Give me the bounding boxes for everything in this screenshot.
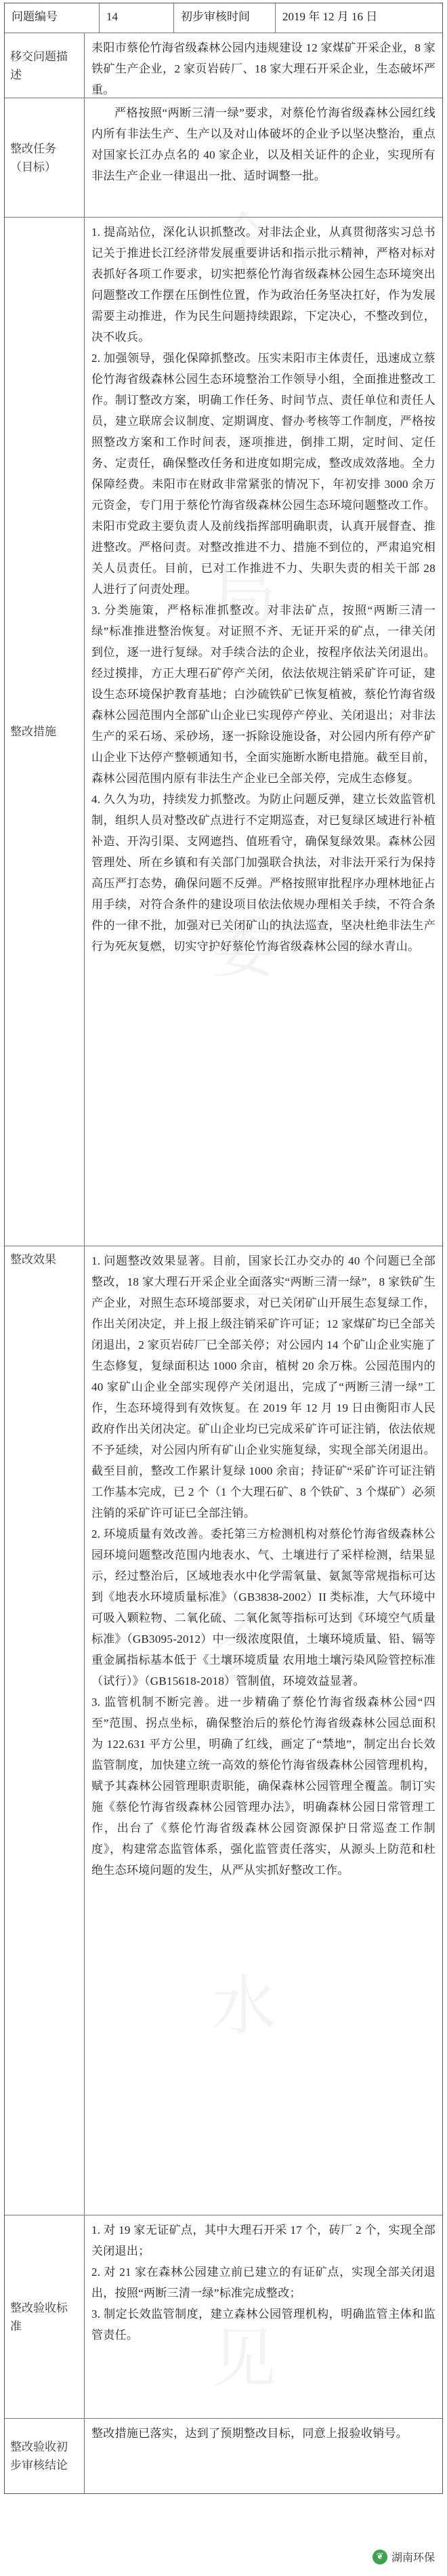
leaf-icon: ❦: [372, 2550, 387, 2564]
measure-item: 2. 加强领导，强化保障抓整改。压实耒阳市主体责任，迅速成立蔡伦竹海省级森林公园生态环境整治工作领导小组，全面推进整改工作。制订整改方案，明确工作任务、时间节点、责任单位和责任人员，建立联席会议制度、定期调度、督办考核等工作制度，严格按照整改方案和工作时间表，逐项推进，倒排工期，定时间、定任务、定责任，确保整改任务和进度如期完成，整改成效落地。全力保障经费。耒阳市在财政非常紧张的情况下，年初安排 3000 余万元资金，专门用于蔡伦竹海省级森林公园生态环境问题整改工作。耒阳市党政主要负责人及前线指挥部明确职责，认真开展督查、推进整改。严格问责。对整改推进不力、措施不到位的，严肃追究相关人员责任。目前，已对工作推进不力、失职失责的相关干部 28 人进行了问责处理。: [91, 352, 435, 596]
standard-item: 2. 对 21 家在森林公园建立前已建立的有证矿点，实现全部关闭退出，按照“两断三清一绿”标准完成整改；: [91, 2266, 435, 2299]
watermark-char: 委: [211, 911, 276, 987]
header-cells: [5, 3, 442, 33]
measure-item: 3. 分类施策，严格标准抓整改。对非法矿点，按照“两断三清一绿”标准推进整治恢复。对证照不齐、无证开采的矿点，一律关闭到位，逐一进行复绿。对手续合法的企业，按程序依法关闭退出。经过摸排，方正大理石矿停产关闭，依法依规注销采矿许可证，建设生态环境保护教育基地；白沙硫铁矿已恢复植被，蔡伦竹海省级森林公园范围内全部矿山企业已实现停产停业、关闭退出；对非法生产的采石场、采砂场，逐一拆除设施设备，对公园内所有停产矿山企业下达停产整顿通知书，全面实施断水断电措施。截至目前，森林公园范围内原有非法生产企业已全部关停，完成生态修复。: [91, 604, 435, 785]
measures-label: 整改措施: [5, 218, 85, 1246]
watermark-char: 局: [211, 558, 276, 634]
row-issue-description: [5, 33, 442, 98]
watermark-char: 全: [211, 206, 276, 282]
issue-number-label: 问题编号: [5, 3, 100, 33]
task-target-label: 整改任务（目标）: [5, 98, 85, 217]
row-task-target: [5, 98, 442, 218]
watermark-char: 水: [211, 1968, 276, 2044]
issue-description-content: [85, 33, 442, 98]
measures-content: [85, 218, 442, 1246]
watermark-char: 员: [211, 1263, 276, 1339]
issue-description-text: 耒阳市蔡伦竹海省级森林公园内违规建设 12 家煤矿开采企业，8 家铁矿生产企业，2 家页岩砖厂、18 家大理石开采企业，生态破坏严重。: [91, 41, 435, 96]
row-acceptance-standard: [5, 2215, 442, 2419]
effects-label: 整改效果: [5, 1246, 85, 2215]
task-target-content: [85, 98, 442, 217]
task-target-text: 严格按照“两断三清一绿”要求，对蔡伦竹海省级森林公园红线内所有非法生产、生产以及对山体破坏的企业予以坚决整治，重点对国家长江办点名的 40 家企业，以及相关证件的企业，实现所有非法生产企业一律退出一批、适时调整一批。: [91, 106, 435, 182]
standard-item: 3. 制定长效监管制度，建立森林公园管理机构，明确监管主体和监管责任。: [91, 2308, 435, 2342]
review-conclusion-text: 整改措施已落实，达到了预期整改目标，同意上报验收销号。: [91, 2427, 408, 2440]
review-date-label: 初步审核时间: [174, 3, 276, 33]
watermark-char: 会: [211, 1616, 276, 1692]
review-conclusion-label: 整改验收初步审核结论: [5, 2419, 85, 2493]
rectification-table: [4, 3, 443, 2494]
effect-item: 2. 环境质量有效改善。委托第三方检测机构对蔡伦竹海省级森林公园环境问题整改范围内地表水、气、土壤进行了采样检测，结果显示，经过整治后，区域地表水中化学需氧量、氨氮等常规指标可达到《地表水环境质量标准》（GB3838-2002）II 类标准，大气环境中可吸入颗粒物、二氧化硫、二氧化氮等指标可达到《环境空气质量标准》（GB3095-2012）中一级浓度限值，土壤环境质量、铅、镉等重金属指标基本低于《土壤环境质量 农用地土壤污染风险管控标准（试行）》（GB15618-2018）管制值，环境效益显著。: [91, 1528, 435, 1688]
row-review-conclusion: [5, 2419, 442, 2493]
effects-content: [85, 1246, 442, 2215]
footer-logo: [367, 2547, 440, 2567]
standard-item: 1. 对 19 家无证矿点，其中大理石开采 17 个，砖厂 2 个，实现全部关闭退出；: [91, 2224, 435, 2257]
issue-description-label: 移交问题描述: [5, 33, 85, 98]
review-date-value: 2019 年 12 月 16 日: [282, 10, 378, 23]
review-conclusion-content: [85, 2419, 442, 2493]
acceptance-standard-content: [85, 2215, 442, 2418]
effect-item: 3. 监管机制不断完善。进一步精确了蔡伦竹海省级森林公园“四至”范围、拐点坐标，确保整治后的蔡伦竹海省级森林公园总面积为 122.631 平方公里，明确了红线，画定了“禁地”，制定出台长效监管制度，加快建立统一高效的蔡伦竹海省级森林公园管理机构，赋予其森林公园管理职责职能，确保森林公园管理全覆盖。制订实施《蔡伦竹海省级森林公园管理办法》，明确森林公园日常管理工作，出台了《蔡伦竹海省级森林公园资源保护日常巡查工作制度》，构建常态监管体系，强化监管责任落实，从源头上防范和杜绝生态环境问题的发生，从严从实抓好整改工作。: [91, 1696, 435, 1877]
watermark-char: 见: [211, 2321, 276, 2396]
footer-brand: 湖南环保: [391, 2551, 435, 2564]
effect-item: 1. 问题整改效果显著。目前，国家长江办交办的 40 个问题已全部整改，18 家大理石开采企业全面落实“两断三清一绿”，8 家铁矿生产企业，对照生态环境部要求，对已关闭矿山开展生态复绿工作，作出关闭决定，并上报上级注销采矿许可证；12 家煤矿均已全部关闭退出，2 家页岩砖厂已全部关停；对公园内 14 个矿山企业实施了生态修复，复绿面积达 1000 余亩，植树 20 余万株。公园范围内的 40 家矿山企业全部实现停产关闭退出，完成了“两断三清一绿”工作，生态环境得到有效恢复。在 2019 年 12 月 19 日由衡阳市人民政府作出关闭决定。矿山企业均已完成采矿许可证注销，依法依规不予延续，对公园内所有矿山企业实施复绿，实现全部关闭退出。截至目前，整改工作累计复绿 1000 余亩；持证矿“采矿许可证注销工作基本完成，已 2 个（1 个大理石矿、8 个铁矿、3 个煤矿）必须注销的采矿许可证已全部注销。: [91, 1254, 435, 1519]
header-row: [5, 3, 442, 33]
issue-number-value: 14: [100, 3, 174, 33]
row-measures: [5, 218, 442, 1246]
acceptance-standard-label: 整改验收标准: [5, 2215, 85, 2418]
measure-item: 4. 久久为功，持续发力抓整改。为防止问题反弹，建立长效监管机制，组织人员对整改矿点进行不定期巡查，对已复绿区域进行补植补造、开沟引渠、支网遮挡、值班看守，确保复绿效果。森林公园管理处、所在乡镇和有关部门加强联合执法，对非法开采行为保持高压严打态势，确保问题不反弹。严格按照审批程序办理林地征占用手续，对符合条件的建设项目依法依规办理相关手续，不符合条件的一律不批，加强对已关闭矿山的执法巡查，坚决杜绝非法生产行为死灰复燃，切实守护好蔡伦竹海省级森林公园的绿水青山。: [91, 793, 435, 953]
measure-item: 1. 提高站位，深化认识抓整改。对非法企业，从真贯彻落实习总书记关于推进长江经济带发展重要讲话和指示批示精神，严格对标对表抓好各项工作要求，切实把蔡伦竹海省级森林公园生态环境突出问题整改工作摆在压倒性位置，作为政治任务坚决扛好，作为发展需要主动推进，作为民生问题持续跟踪，下定决心，不整改到位，决不收兵。: [91, 226, 435, 344]
row-effects: [5, 1246, 442, 2215]
